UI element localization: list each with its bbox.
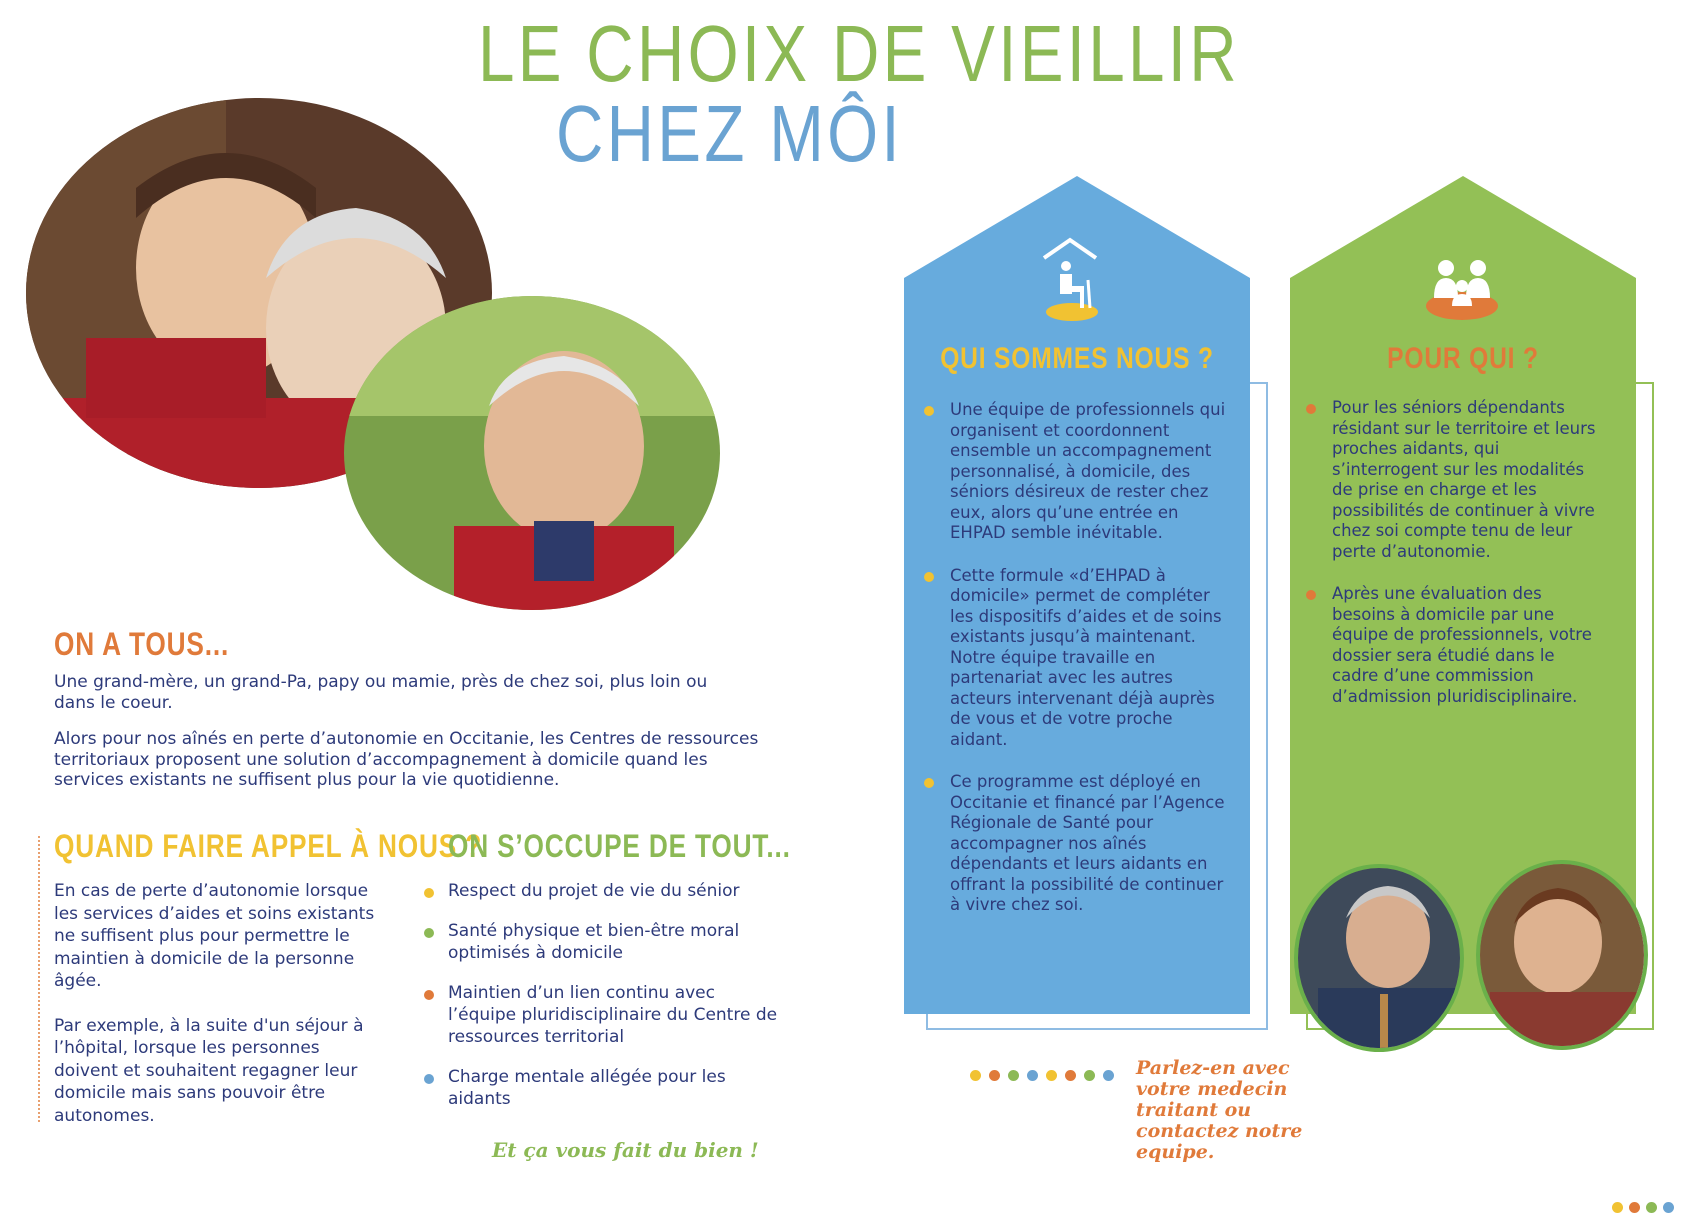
photo-elderly-man <box>344 296 720 610</box>
who-text <box>924 400 1234 934</box>
bullet-dot <box>424 928 434 938</box>
dot <box>970 1070 981 1081</box>
when-text <box>54 880 384 1143</box>
dot <box>1629 1202 1640 1213</box>
when-heading: QUAND FAIRE APPEL À NOUS ? <box>54 828 483 864</box>
care-heading: ON S’OCCUPE DE TOUT... <box>448 828 791 864</box>
bullet-dot <box>424 990 434 1000</box>
who-item: Ce programme est déployé en Occitanie et financé par l’Agence Régionale de Santé pour accompagner nos aînés dépendants et leurs aidants en offrant la possibilité de continuer à vivre chez soi. <box>924 772 1234 916</box>
intro-text <box>54 672 774 807</box>
decorative-dots <box>970 1066 1122 1085</box>
dot <box>1646 1202 1657 1213</box>
bullet-dot <box>424 888 434 898</box>
care-tagline: Et ça vous fait du bien ! <box>492 1138 759 1162</box>
dot <box>1046 1070 1057 1081</box>
bullet-dot <box>924 406 934 416</box>
bullet-dot <box>1306 404 1316 414</box>
care-item: Charge mentale allégée pour les aidants <box>424 1066 784 1110</box>
care-item: Respect du projet de vie du sénior <box>424 880 784 902</box>
dot <box>1008 1070 1019 1081</box>
dot <box>1612 1202 1623 1213</box>
page-title: LE CHOIX DE VIEILLIR <box>478 9 1240 98</box>
page-subtitle: CHEZ MÔI <box>556 89 903 178</box>
for-whom-item: Après une évaluation des besoins à domicile par une équipe de professionnels, votre dossier sera étudié dans le cadre d’une commission d’admission pluridisciplinaire. <box>1306 584 1606 707</box>
photo-elderly-man-cane <box>1294 864 1464 1052</box>
bullet-dot <box>924 778 934 788</box>
when-divider <box>38 836 40 1122</box>
when-paragraph-1: En cas de perte d’autonomie lorsque les services d’aides et soins existants ne suffisent plus pour permettre le maintien à domicile de la personne âgée. <box>54 881 375 991</box>
intro-heading: ON A TOUS... <box>54 626 230 662</box>
care-item: Maintien d’un lien continu avec l’équipe pluridisciplinaire du Centre de ressources territorial <box>424 982 784 1048</box>
dot <box>1084 1070 1095 1081</box>
who-item: Une équipe de professionnels qui organisent et coordonnent ensemble un accompagnement personnalisé, à domicile, des séniors désireux de rester chez eux, alors qu’une entrée en EHPAD semble inévitable. <box>924 400 1234 544</box>
intro-paragraph-1: Une grand-mère, un grand-Pa, papy ou mamie, près de chez soi, plus loin ou dans le coeur. <box>54 672 708 713</box>
dot <box>1065 1070 1076 1081</box>
dot <box>1103 1070 1114 1081</box>
care-item: Santé physique et bien-être moral optimisés à domicile <box>424 920 784 964</box>
dot <box>989 1070 1000 1081</box>
for-whom-item: Pour les séniors dépendants résidant sur le territoire et leurs proches aidants, qui s’interrogent sur les modalités de prise en charge et les possibilités de continuer à vivre chez soi compte tenu de leur perte d’autonomie. <box>1306 398 1606 562</box>
dot <box>1027 1070 1038 1081</box>
bullet-dot <box>924 572 934 582</box>
when-paragraph-2: Par exemple, à la suite d'un séjour à l’hôpital, lorsque les personnes doivent et souhaitent regagner leur domicile mais sans pouvoir être autonomes. <box>54 1015 364 1126</box>
bullet-dot <box>1306 590 1316 600</box>
dot <box>1663 1202 1674 1213</box>
family-group-icon <box>1420 256 1504 326</box>
bullet-dot <box>424 1074 434 1084</box>
senior-home-icon <box>1040 236 1160 326</box>
for-whom-text <box>1306 398 1606 725</box>
who-title: QUI SOMMES NOUS ? <box>940 342 1214 375</box>
photo-elderly-woman <box>1476 860 1648 1050</box>
for-whom-title: POUR QUI ? <box>1387 342 1539 375</box>
corner-dots <box>1612 1198 1674 1217</box>
care-list <box>424 880 784 1128</box>
who-item: Cette formule «d’EHPAD à domicile» permet de compléter les dispositifs d’aides et de soins existants jusqu’à maintenant. Notre équipe travaille en partenariat avec les autres acteurs intervenant déjà auprès de vous et de votre proche aidant. <box>924 566 1234 751</box>
contact-text: Parlez-en avec votre medecin traitant ou contactez notre equipe. <box>1136 1057 1303 1163</box>
intro-paragraph-2: Alors pour nos aînés en perte d’autonomie en Occitanie, les Centres de ressources territoriaux proposent une solution d’accompagnement à domicile quand les services existants ne suffisent plus pour la vie quotidienne. <box>54 729 759 790</box>
